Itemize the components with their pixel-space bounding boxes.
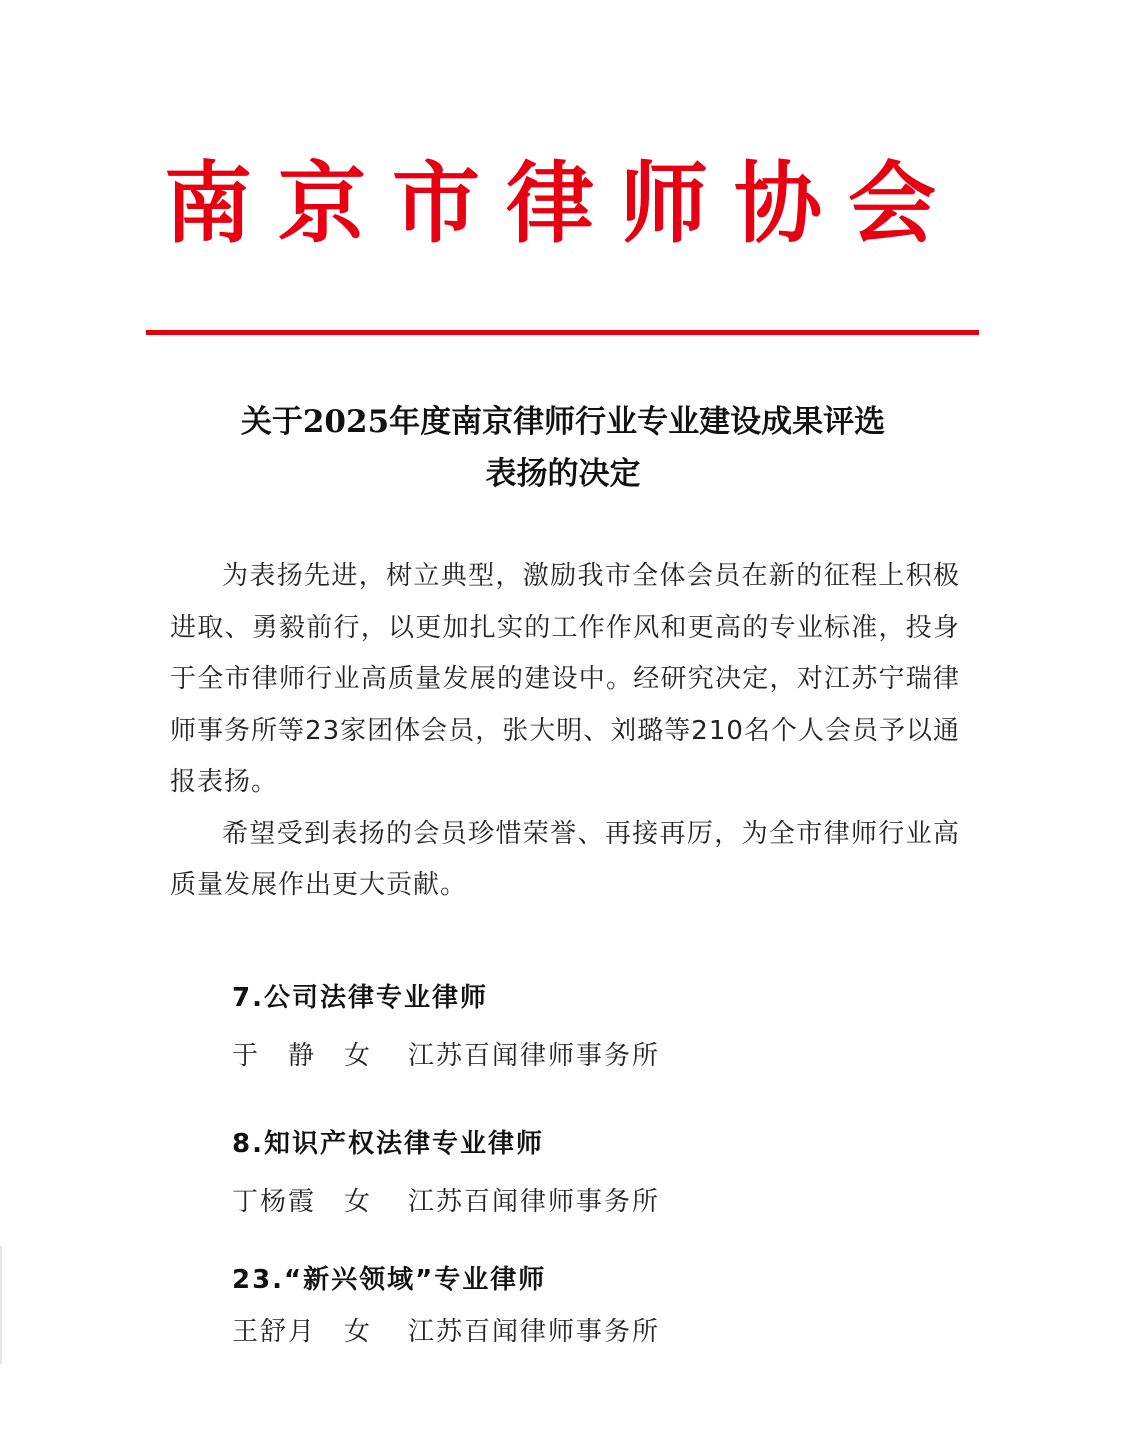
member-gender: 女 bbox=[344, 1041, 373, 1071]
member-row bbox=[232, 1314, 992, 1350]
member-name: 王舒月 bbox=[232, 1317, 317, 1347]
member-firm: 江苏百闻律师事务所 bbox=[408, 1041, 661, 1071]
member-name: 丁杨霞 bbox=[232, 1187, 317, 1217]
document-title-line-1: 关于2025年度南京律师行业专业建设成果评选 bbox=[240, 404, 886, 440]
section-heading: 7.公司法律专业律师 bbox=[232, 983, 488, 1013]
section-heading: 23.“新兴领域”专业律师 bbox=[232, 1265, 547, 1295]
body-paragraph: 为表扬先进，树立典型，激励我市全体会员在新的征程上积极进取、勇毅前行，以更加扎实的工作作风和更高的专业标准，投身于全市律师行业高质量发展的建设中。经研究决定，对江苏宁瑞律师事务所等23家团体会员，张大明、刘璐等210名个人会员予以通报表扬。 bbox=[170, 561, 960, 797]
member-gender: 女 bbox=[344, 1187, 373, 1217]
member-gender: 女 bbox=[344, 1317, 373, 1347]
scan-edge-mark bbox=[0, 1246, 2, 1364]
member-row bbox=[232, 1184, 992, 1220]
award-section bbox=[232, 1126, 992, 1220]
member-name: 于 静 bbox=[232, 1041, 317, 1071]
member-row bbox=[232, 1038, 992, 1074]
member-firm: 江苏百闻律师事务所 bbox=[408, 1187, 661, 1217]
award-section bbox=[232, 980, 992, 1074]
masthead-red-rule bbox=[146, 330, 979, 335]
award-section bbox=[232, 1262, 992, 1350]
masthead-title: 南京市律师协会 bbox=[163, 151, 962, 255]
section-heading: 8.知识产权法律专业律师 bbox=[232, 1129, 544, 1159]
body-paragraph: 希望受到表扬的会员珍惜荣誉、再接再厉，为全市律师行业高质量发展作出更大贡献。 bbox=[170, 818, 960, 900]
document-body bbox=[170, 551, 960, 912]
document-title bbox=[140, 396, 986, 500]
member-firm: 江苏百闻律师事务所 bbox=[408, 1317, 661, 1347]
document-title-line-2: 表扬的决定 bbox=[485, 456, 641, 492]
